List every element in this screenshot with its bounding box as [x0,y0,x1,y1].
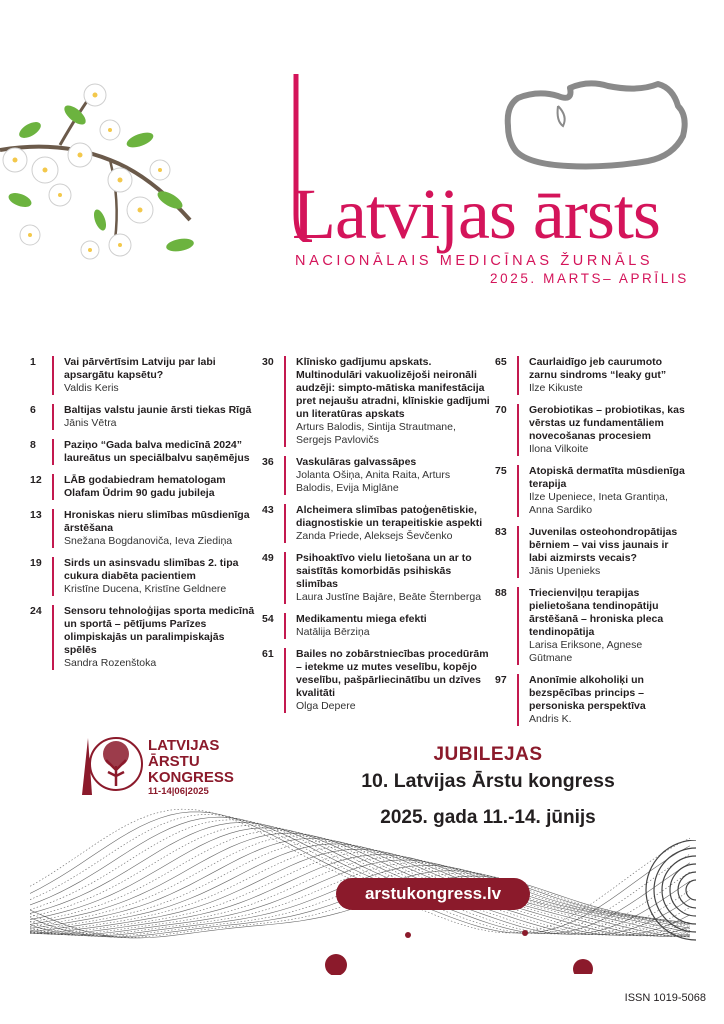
toc-page-number: 70 [495,404,507,416]
toc-authors: Sandra Rozenštoka [64,657,157,669]
red-dot-decoration [568,954,598,974]
toc-authors: Olga Depere [296,700,356,712]
toc-divider [284,648,286,713]
toc-divider [284,456,286,495]
toc-entry[interactable] [30,439,258,465]
toc-entry[interactable] [495,404,685,456]
toc-divider [52,439,54,465]
toc-title: Vai pārvērtīsim Latviju par labi apsargātu kapsētu? [64,356,216,381]
toc-authors: Andris K. [529,713,572,725]
toc-entry[interactable] [495,465,685,517]
logo-line-2: ĀRSTU [148,753,200,770]
toc-title: Medikamentu miega efekti [296,613,427,625]
toc-title: Paziņo “Gada balva medicīnā 2024” laureātus un speciālbalvu saņēmējus [64,439,250,464]
toc-title: Sirds un asinsvadu slimības 2. tipa cukura diabēta pacientiem [64,557,239,582]
toc-divider [52,356,54,395]
logo-line-1: LATVIJAS [148,737,220,754]
toc-title: Baltijas valstu jaunie ārsti tiekas Rīgā [64,404,252,416]
red-dots-decoration [300,915,560,975]
toc-entry[interactable] [262,648,490,713]
toc-title: Juvenilas osteohondropātijas bērniem – vai viss jaunais ir labi aizmirsts vecais? [529,526,678,564]
congress-website-link[interactable]: arstukongress.lv [336,878,530,910]
toc-divider [517,356,519,395]
toc-divider [517,404,519,456]
toc-authors: Arturs Balodis, Sintija Strautmane, Sergejs Pavlovičs [296,421,456,446]
toc-title: Vaskulāras galvassāpes [296,456,417,468]
toc-page-number: 49 [262,552,274,564]
congress-heading: JUBILEJAS [433,744,543,765]
blossom-branch-illustration [0,70,210,270]
toc-authors: Jānis Upenieks [529,565,601,577]
toc-entry[interactable] [30,557,258,596]
congress-logo-text [148,738,234,786]
toc-divider [52,557,54,596]
toc-page-number: 12 [30,474,42,486]
toc-page-number: 36 [262,456,274,468]
toc-page-number: 19 [30,557,42,569]
toc-title: Hroniskas nieru slimības mūsdienīga ārstēšana [64,509,250,534]
issn-number: ISSN 1019-5068 [624,992,706,1004]
toc-authors: Valdis Keris [64,382,119,394]
toc-divider [52,605,54,670]
toc-entry[interactable] [30,356,258,395]
toc-title: Triecienviļņu terapijas pielietošana tendinopātiju ārstēšanā – hroniska pleca tendinopātija [529,587,664,638]
toc-page-number: 24 [30,605,42,617]
toc-page-number: 97 [495,674,507,686]
toc-page-number: 13 [30,509,42,521]
toc-entry[interactable] [30,605,258,670]
toc-page-number: 83 [495,526,507,538]
toc-page-number: 54 [262,613,274,625]
toc-page-number: 30 [262,356,274,368]
toc-divider [52,474,54,500]
logo-dates: 11-14|06|2025 [148,786,209,797]
toc-entry[interactable] [262,456,490,495]
toc-title: Alcheimera slimības patoģenētiskie, diagnostiskie un terapeitiskie aspekti [296,504,483,529]
toc-divider [517,465,519,517]
toc-divider [52,404,54,430]
toc-page-number: 6 [30,404,36,416]
toc-page-number: 65 [495,356,507,368]
toc-title: LĀB godabiedram hematologam Olafam Ūdrim 90 gadu jubileja [64,474,226,499]
toc-title: Atopiskā dermatīta mūsdienīga terapija [529,465,685,490]
toc-authors: Ilona Vilkoite [529,443,589,455]
toc-entry[interactable] [30,474,258,500]
toc-column-3 [495,356,685,735]
toc-authors: Kristīne Ducena, Kristīne Geldnere [64,583,227,595]
toc-column-1 [30,356,258,679]
congress-tree-logo-icon [70,730,148,800]
congress-announcement [300,744,676,829]
magazine-title: Latvijas ārsts [292,174,660,254]
toc-title: Psihoaktīvo vielu lietošana un ar to saistītās komorbidās psihiskās slimības [296,552,472,590]
toc-divider [517,674,519,726]
toc-title: Caurlaidīgo jeb caurumoto zarnu sindroms “leaky gut” [529,356,667,381]
toc-entry[interactable] [495,674,685,726]
toc-divider [284,356,286,447]
toc-entry[interactable] [495,587,685,665]
toc-divider [284,613,286,639]
toc-authors: Jolanta Ošiņa, Anita Raita, Arturs Balodis, Evija Miglāne [296,469,451,494]
toc-entry[interactable] [30,509,258,548]
toc-title: Klīnisko gadījumu apskats. Multinodulāri vakuolizējoši neironāli audzēji: simpto-mātiska manifestācija pret nejaušu atradni, klīniskie gadījumi un literatūras apskats [296,356,490,420]
toc-title: Gerobiotikas – probiotikas, kas vērstas uz fundamentāliem novecošanas procesiem [529,404,685,442]
toc-authors: Ilze Upeniece, Ineta Grantiņa, Anna Sardiko [529,491,668,516]
toc-authors: Ilze Kikuste [529,382,583,394]
toc-entry[interactable] [495,526,685,578]
congress-name: 10. Latvijas Ārstu kongress [361,770,615,792]
toc-entry[interactable] [262,613,490,639]
toc-page-number: 8 [30,439,36,451]
toc-column-2 [262,356,490,722]
issue-date: 2025. MARTS– APRĪLIS [490,271,689,286]
toc-entry[interactable] [262,504,490,543]
toc-divider [284,504,286,543]
toc-divider [517,587,519,665]
toc-authors: Snežana Bogdanoviča, Ieva Ziediņa [64,535,233,547]
toc-authors: Zanda Priede, Aleksejs Ševčenko [296,530,453,542]
latvia-map-icon [498,76,698,176]
toc-authors: Laura Justīne Bajāre, Beāte Šternberga [296,591,482,603]
toc-page-number: 61 [262,648,274,660]
toc-divider [517,526,519,578]
magazine-subtitle: NACIONĀLAIS MEDICĪNAS ŽURNĀLS [295,253,654,269]
toc-page-number: 88 [495,587,507,599]
toc-title: Anonīmie alkoholiķi un bezspēcības princips – personiska perspektīva [529,674,646,712]
toc-authors: Larisa Eriksone, Agnese Gūtmane [529,639,643,664]
toc-authors: Natālija Bērziņa [296,626,370,638]
toc-entry[interactable] [30,404,258,430]
toc-entry[interactable] [495,356,685,395]
toc-title: Bailes no zobārstniecības procedūrām – ietekme uz mutes veselību, kopējo veselību, pašpārliecinātību un dzīves kvalitāti [296,648,489,699]
toc-entry[interactable] [262,356,490,447]
toc-entry[interactable] [262,552,490,604]
toc-authors: Jānis Vētra [64,417,117,429]
toc-page-number: 43 [262,504,274,516]
toc-divider [284,552,286,604]
toc-divider [52,509,54,548]
congress-dates: 2025. gada 11.-14. jūnijs [380,807,596,828]
logo-line-3: KONGRESS [148,769,234,786]
concentric-circles-decoration [636,840,696,950]
toc-page-number: 75 [495,465,507,477]
toc-page-number: 1 [30,356,36,368]
toc-title: Sensoru tehnoloģijas sporta medicīnā un sportā – pētījums Parīzes olimpiskajās un paralimpiskajās spēlēs [64,605,255,656]
